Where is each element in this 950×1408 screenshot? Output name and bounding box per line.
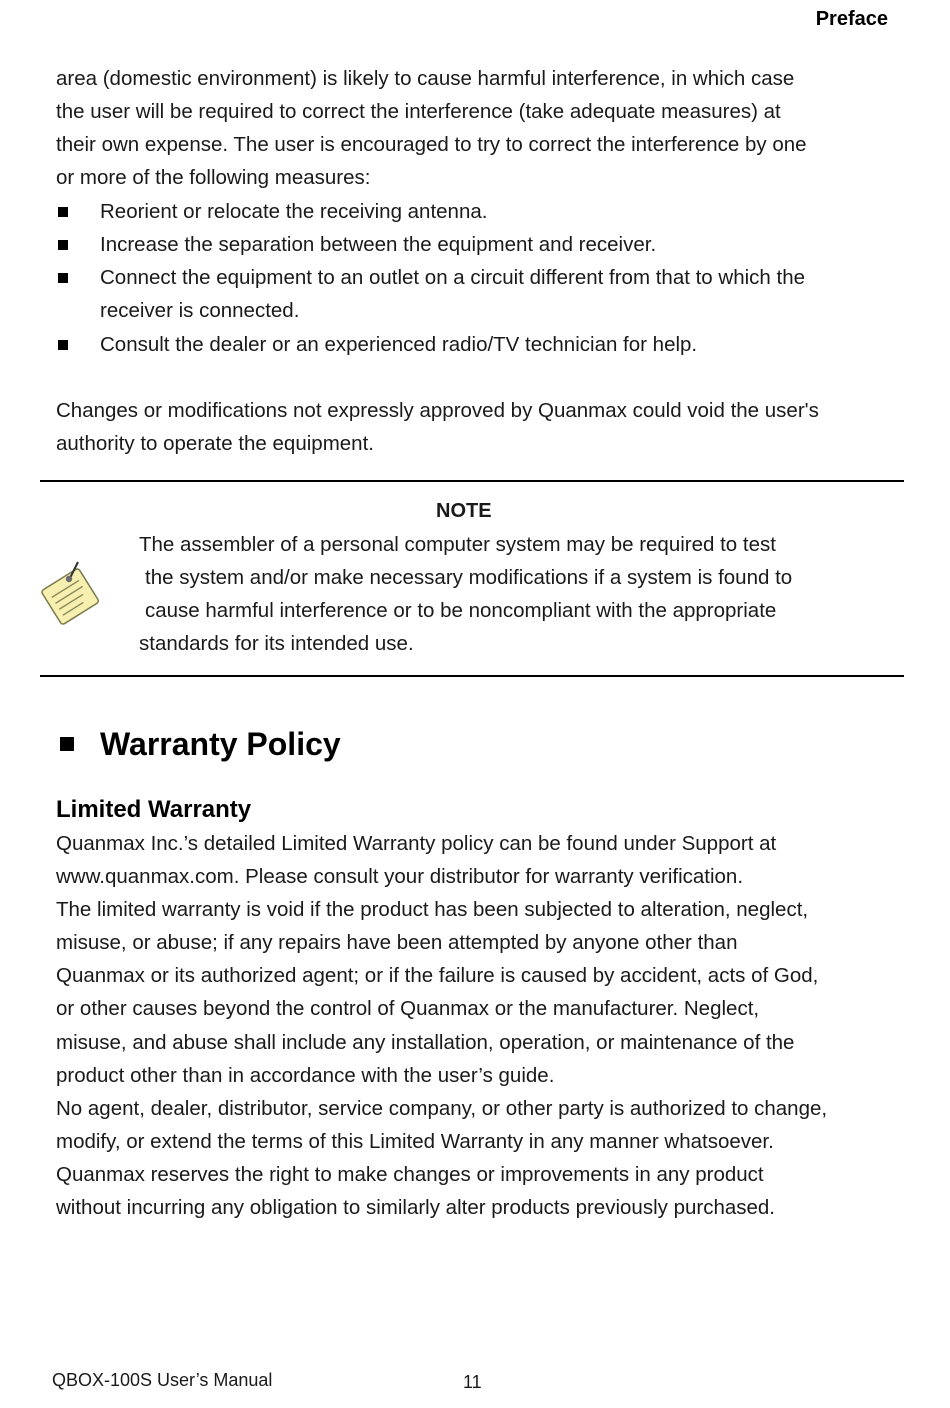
warranty-line: The limited warranty is void if the product has been subjected to alteration, neglect, xyxy=(56,898,809,921)
warranty-line: Quanmax or its authorized agent; or if the failure is caused by accident, acts of God, xyxy=(56,964,819,987)
warranty-heading-text: Warranty Policy xyxy=(100,726,341,762)
warranty-line: No agent, dealer, distributor, service company, or other party is authorized to change, xyxy=(56,1097,828,1120)
note-bottom-rule xyxy=(40,675,904,677)
note-top-rule xyxy=(40,480,904,482)
intro-line: or more of the following measures: xyxy=(56,166,371,189)
warranty-line: modify, or extend the terms of this Limited Warranty in any manner whatsoever. xyxy=(56,1130,774,1153)
measure-text: Increase the separation between the equipment and receiver. xyxy=(100,233,657,256)
warranty-line: Quanmax Inc.’s detailed Limited Warranty policy can be found under Support at xyxy=(56,832,777,855)
note-title: NOTE xyxy=(436,500,492,522)
bullet-square-icon xyxy=(58,207,68,217)
limited-warranty-subheading: Limited Warranty xyxy=(56,796,252,823)
note-line: The assembler of a personal computer system may be required to test xyxy=(139,533,776,556)
warranty-line: or other causes beyond the control of Quanmax or the manufacturer. Neglect, xyxy=(56,997,760,1020)
intro-line: their own expense. The user is encouraged to try to correct the interference by one xyxy=(56,133,807,156)
measure-text: Connect the equipment to an outlet on a circuit different from that to which the xyxy=(100,266,806,289)
changes-line: authority to operate the equipment. xyxy=(56,432,374,455)
bullet-square-icon xyxy=(58,273,68,283)
warranty-line: misuse, and abuse shall include any installation, operation, or maintenance of the xyxy=(56,1031,795,1054)
changes-line: Changes or modifications not expressly approved by Quanmax could void the user's xyxy=(56,399,819,422)
measure-text: receiver is connected. xyxy=(100,299,300,322)
warranty-line: product other than in accordance with the user’s guide. xyxy=(56,1064,555,1087)
warranty-line: without incurring any obligation to similarly alter products previously purchased. xyxy=(56,1196,775,1219)
note-line: standards for its intended use. xyxy=(139,632,414,655)
measure-text: Consult the dealer or an experienced radio/TV technician for help. xyxy=(100,333,698,356)
bullet-square-icon xyxy=(58,240,68,250)
note-paper-icon xyxy=(34,556,108,630)
warranty-line: www.quanmax.com. Please consult your distributor for warranty verification. xyxy=(56,865,744,888)
note-line: cause harmful interference or to be noncompliant with the appropriate xyxy=(145,599,777,622)
section-label: Preface xyxy=(815,8,888,30)
measure-text: Reorient or relocate the receiving antenna. xyxy=(100,200,488,223)
page-number: 11 xyxy=(463,1372,482,1392)
warranty-line: Quanmax reserves the right to make changes or improvements in any product xyxy=(56,1163,764,1186)
bullet-square-icon xyxy=(58,340,68,350)
intro-line: the user will be required to correct the interference (take adequate measures) at xyxy=(56,100,781,123)
note-line: the system and/or make necessary modifications if a system is found to xyxy=(145,566,793,589)
bullet-square-icon xyxy=(60,737,74,751)
footer-manual-title: QBOX-100S User’s Manual xyxy=(52,1370,273,1390)
warranty-line: misuse, or abuse; if any repairs have been attempted by anyone other than xyxy=(56,931,738,954)
intro-line: area (domestic environment) is likely to cause harmful interference, in which case xyxy=(56,67,795,90)
